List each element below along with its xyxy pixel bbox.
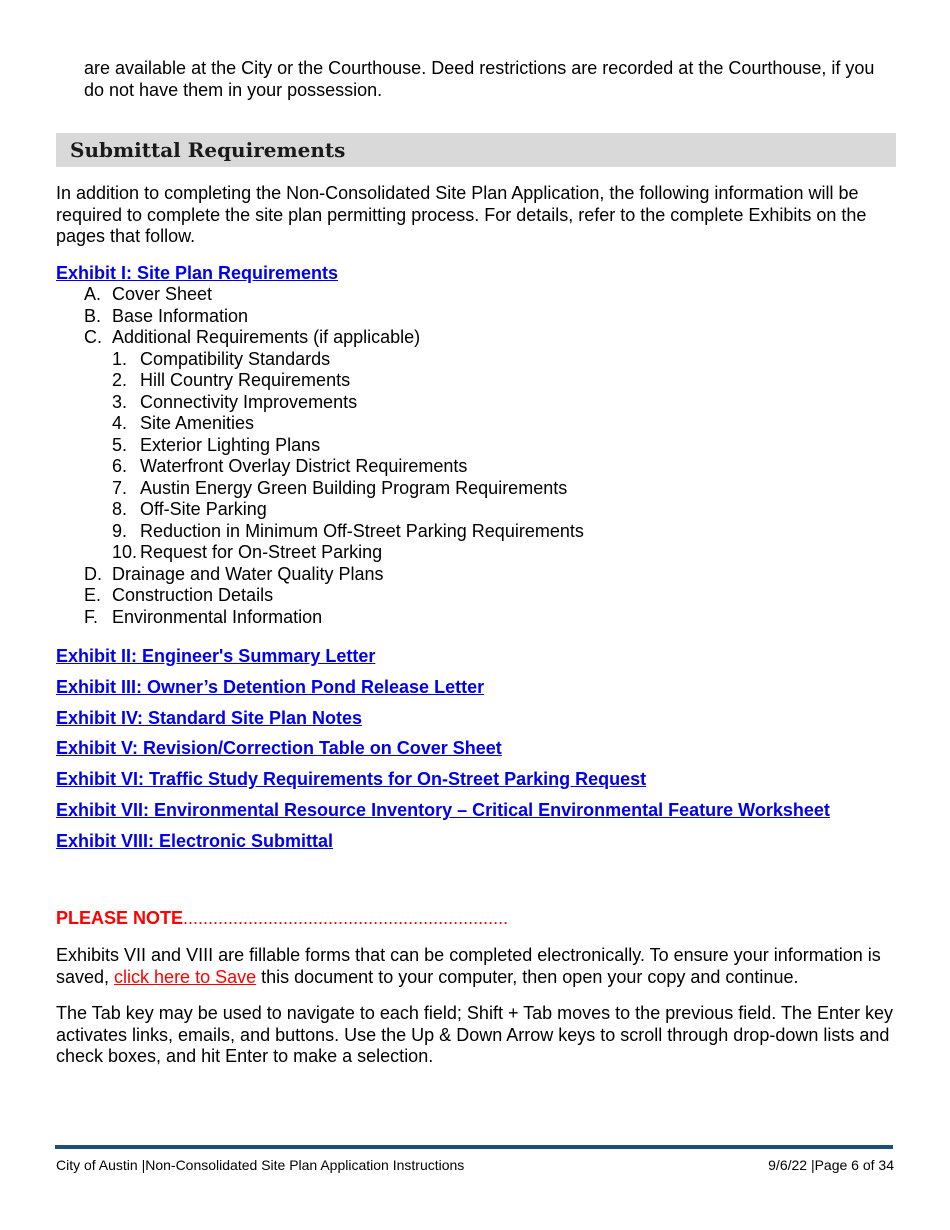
exhibit-1-outline bbox=[84, 284, 584, 628]
save-link[interactable]: click here to Save bbox=[114, 966, 257, 987]
submittal-intro-paragraph: In addition to completing the Non-Consolidated Site Plan Application, the following information will be required to complete the site plan permitting process. For details, refer to the complete Exhibits on the pages that follow. bbox=[56, 183, 867, 246]
exhibit-7-link[interactable]: Exhibit VII: Environmental Resource Inventory – Critical Environmental Feature Worksheet bbox=[56, 799, 830, 820]
list-item: A. Cover Sheet bbox=[84, 284, 213, 304]
list-item: 10. Request for On-Street Parking bbox=[112, 542, 383, 562]
exhibit-8-link[interactable]: Exhibit VIII: Electronic Submittal bbox=[56, 830, 334, 851]
list-item: 5. Exterior Lighting Plans bbox=[112, 434, 321, 455]
intro-paragraph: are available at the City or the Courthouse. Deed restrictions are recorded at the Courthouse, if you do not have them in your possession. bbox=[84, 58, 875, 100]
additional-requirements-sublist bbox=[84, 349, 584, 564]
exhibit-5-link[interactable]: Exhibit V: Revision/Correction Table on Cover Sheet bbox=[56, 738, 502, 759]
list-item: 7. Austin Energy Green Building Program Requirements bbox=[112, 477, 568, 498]
footer-document-title: City of Austin |Non-Consolidated Site Plan Application Instructions bbox=[56, 1157, 465, 1173]
exhibit-2-link[interactable]: Exhibit II: Engineer's Summary Letter bbox=[56, 646, 376, 666]
list-item: B. Base Information bbox=[84, 305, 249, 326]
list-item: C. Additional Requirements (if applicable) 1. Compatibility Standards 2. Hill Country Requirements 3. Connectivity Improvements 4. Site Amenities 5. Exterior Lighting Plans 6. Waterfront Overlay District Requirements 7. Austin Energy Green Building Program Requirements 8. Off-Site Parking 9. Reduction in Minimum Off-Street Parking Requirements 10. Request for On-Street Parking bbox=[84, 327, 584, 562]
keyboard-navigation-paragraph: The Tab key may be used to navigate to each field; Shift + Tab moves to the previous field. The Enter key activates links, emails, and buttons. Use the Up & Down Arrow keys to scroll through drop-down lists and check boxes, and hit Enter to make a selection. bbox=[56, 1003, 893, 1066]
list-item: 9. Reduction in Minimum Off-Street Parking Requirements bbox=[112, 520, 584, 541]
list-item: E. Construction Details bbox=[84, 585, 274, 605]
fillable-forms-paragraph: Exhibits VII and VIII are fillable forms that can be completed electronically. To ensure your information is saved, click here to Save this document to your computer, then open your copy and continue. bbox=[56, 945, 881, 987]
section-title: Submittal Requirements bbox=[70, 138, 346, 162]
exhibit-4-link[interactable]: Exhibit IV: Standard Site Plan Notes bbox=[56, 707, 363, 728]
please-note-leader: ................................................................. bbox=[183, 908, 509, 928]
exhibit-1-heading bbox=[56, 263, 338, 285]
footer-rule bbox=[55, 1145, 893, 1149]
exhibit-6-link[interactable]: Exhibit VI: Traffic Study Requirements for On-Street Parking Request bbox=[56, 769, 647, 790]
exhibit-links-list bbox=[56, 646, 830, 862]
section-header bbox=[56, 133, 896, 167]
please-note bbox=[56, 907, 508, 929]
footer-page-info: 9/6/22 |Page 6 of 34 bbox=[768, 1157, 894, 1173]
list-item: 8. Off-Site Parking bbox=[112, 499, 267, 519]
please-note-label: PLEASE NOTE bbox=[56, 908, 184, 928]
list-item: D. Drainage and Water Quality Plans bbox=[84, 563, 384, 584]
exhibit-1-link[interactable]: Exhibit I: Site Plan Requirements bbox=[56, 263, 339, 283]
list-item: 3. Connectivity Improvements bbox=[112, 391, 358, 412]
list-item: 2. Hill Country Requirements bbox=[112, 370, 351, 390]
list-item: F. Environmental Information bbox=[84, 606, 323, 627]
list-item: 1. Compatibility Standards bbox=[112, 348, 331, 369]
list-item: 4. Site Amenities bbox=[112, 413, 255, 433]
list-item: 6. Waterfront Overlay District Requirements bbox=[112, 456, 468, 476]
exhibit-3-link[interactable]: Exhibit III: Owner’s Detention Pond Release Letter bbox=[56, 676, 485, 697]
